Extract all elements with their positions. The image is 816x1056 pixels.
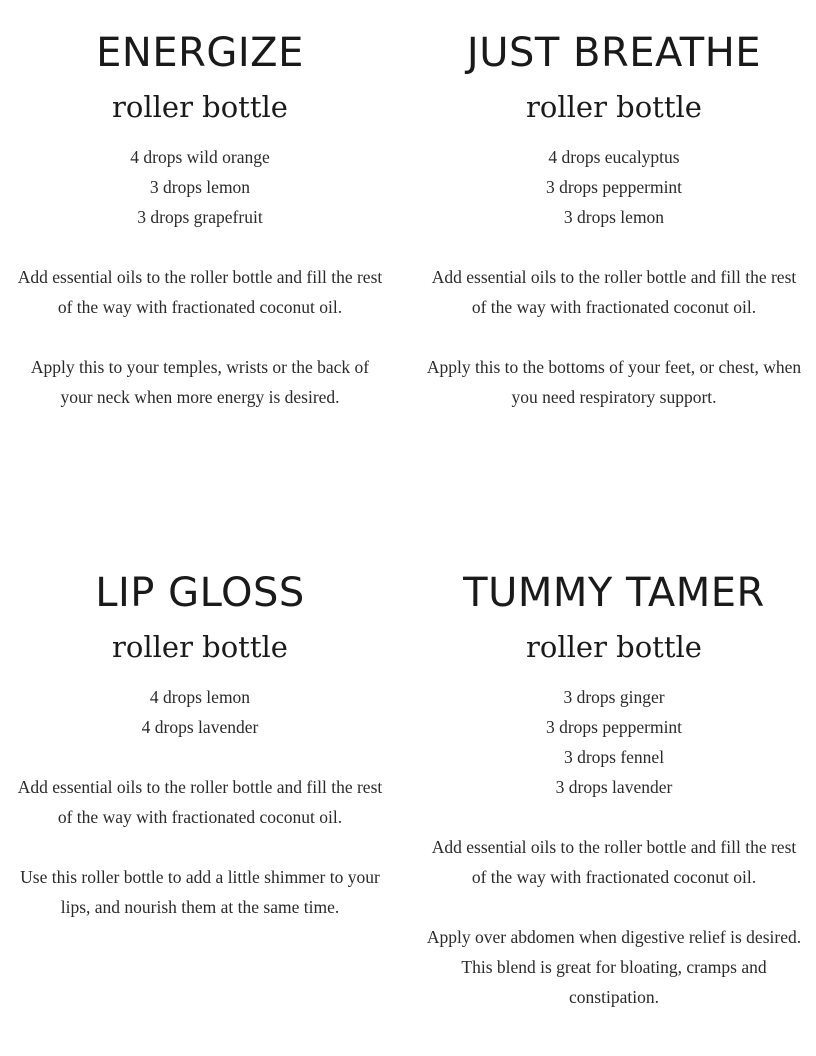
ingredient-item: 4 drops lemon [149,687,251,707]
usage-text: Use this roller bottle to add a little shimmer to your lips, and nourish them at the same time. [20,867,380,917]
ingredient-item: 3 drops lemon [563,207,665,227]
recipe-title: TUMMY TAMER [463,570,765,616]
recipe-title: LIP GLOSS [95,570,305,616]
usage-text: Apply this to your temples, wrists or the back of your neck when more energy is desired. [30,357,370,407]
ingredient-item: 4 drops eucalyptus [548,147,680,167]
instructions-text: Add essential oils to the roller bottle and fill the rest of the way with fractionated coconut oil. [431,837,797,887]
ingredient-item: 3 drops lavender [555,777,673,797]
recipe-title: JUST BREATHE [466,30,762,76]
ingredient-list [414,682,814,802]
usage-text: Apply this to the bottoms of your feet, or chest, when you need respiratory support. [426,357,802,407]
ingredient-item: 3 drops lemon [149,177,251,197]
ingredient-list [414,142,814,232]
ingredient-item: 3 drops ginger [563,687,665,707]
ingredient-item: 4 drops lavender [141,717,259,737]
recipe-subtitle: roller bottle [112,630,288,664]
recipe-subtitle: roller bottle [112,90,288,124]
recipe-subtitle: roller bottle [526,90,702,124]
instructions-text: Add essential oils to the roller bottle and fill the rest of the way with fractionated coconut oil. [431,267,797,317]
usage-text: Apply over abdomen when digestive relief is desired. This blend is great for bloating, cramps and constipation. [426,927,802,1007]
recipe-card-lip-gloss [0,570,400,922]
recipe-card-tummy-tamer [414,570,814,1012]
recipe-card-just-breathe [414,30,814,412]
ingredient-item: 4 drops wild orange [130,147,270,167]
ingredient-item: 3 drops peppermint [545,717,683,737]
instructions-text: Add essential oils to the roller bottle and fill the rest of the way with fractionated coconut oil. [17,267,383,317]
recipe-card-energize [0,30,400,412]
ingredient-item: 3 drops peppermint [545,177,683,197]
ingredient-item: 3 drops grapefruit [137,207,263,227]
ingredient-item: 3 drops fennel [563,747,665,767]
instructions-text: Add essential oils to the roller bottle and fill the rest of the way with fractionated coconut oil. [17,777,383,827]
recipe-title: ENERGIZE [96,30,304,76]
recipe-subtitle: roller bottle [526,630,702,664]
ingredient-list [0,682,400,742]
ingredient-list [0,142,400,232]
